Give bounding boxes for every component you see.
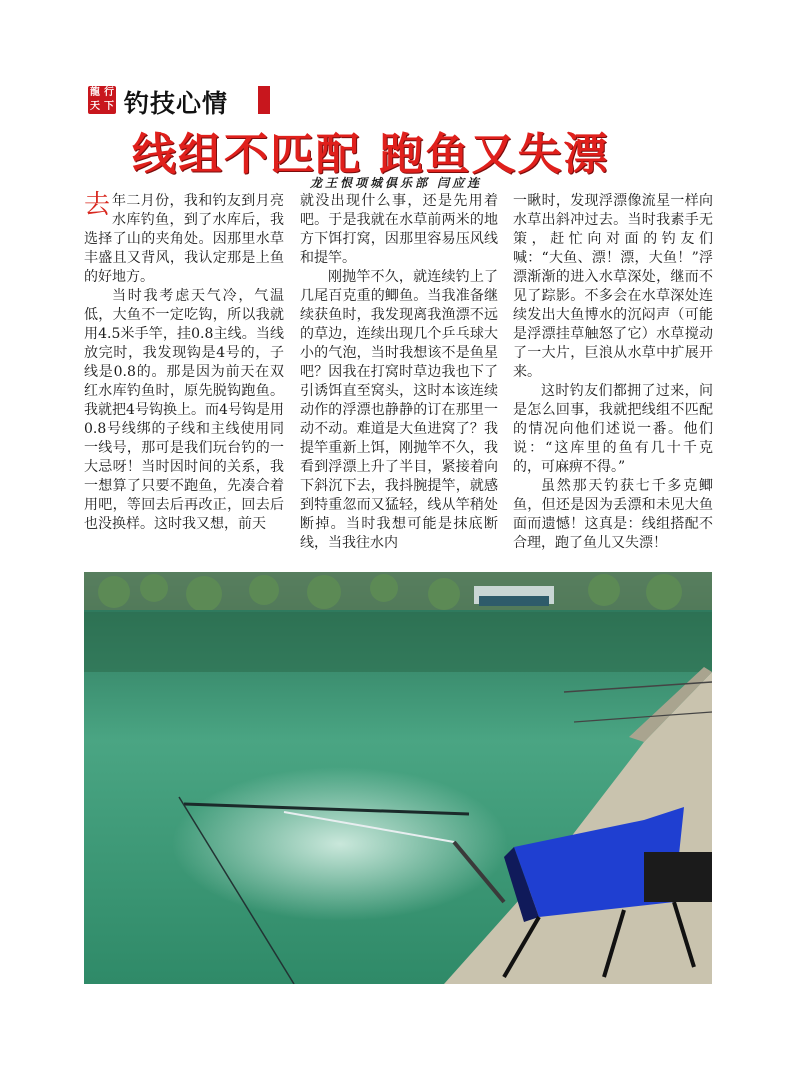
article-column-2 xyxy=(300,192,498,553)
article-column-1 xyxy=(84,192,284,534)
seal-char: 龍 xyxy=(90,87,100,98)
paragraph-text: 年二月份，我和钓友到月亮水库钓鱼，到了水库后，我选择了山的夹角处。因那里水草丰盛且又背风，我认定那是上鱼的好地方。 xyxy=(84,193,284,285)
seal-char: 下 xyxy=(104,101,114,112)
section-title: 钓技心情 xyxy=(124,89,229,118)
paragraph: 就没出现什么事，还是先用着吧。于是我就在水草前两米的地方下饵打窝，因那里容易压风线和提竿。 xyxy=(300,193,498,266)
drop-cap: 去 xyxy=(84,190,111,220)
paragraph xyxy=(84,192,284,287)
paragraph: 这时钓友们都拥了过来，问是怎么回事，我就把线组不匹配的情况向他们述说一番。他们说：“这库里的鱼有几十千克的，可麻痹不得。” xyxy=(513,383,713,475)
paragraph: 虽然那天钓获七千多克鲫鱼，但还是因为丢漂和未见大鱼面而遗憾！这真是：线组搭配不合理，跑了鱼儿又失漂！ xyxy=(513,478,713,551)
seal-char: 天 xyxy=(90,101,100,112)
paragraph: 刚抛竿不久，就连续钓上了几尾百克重的鲫鱼。当我准备继续获鱼时，我发现离我渔漂不远的草边，连续出现几个乒乓球大小的气泡，当时我想该不是鱼星吧？因我在打窝时草边我也下了引诱饵直至窝头，这时本该连续动作的浮漂也静静的订在那里一动不动。难道是大鱼进窝了？我提竿重新上饵，刚抛竿不久，我看到浮漂上升了半目，紧接着向下斜沉下去，我抖腕提竿，就感到特重忽而又猛轻，线从竿稍处断掉。当时我想可能是抹底断线，当我往水内 xyxy=(300,269,498,551)
article-byline: 龙王恨项城俱乐部 闫应连 xyxy=(310,176,483,190)
lake-scene-image xyxy=(84,572,712,984)
article-headline: 线组不匹配 跑鱼又失漂 xyxy=(132,129,610,180)
article-column-3 xyxy=(513,192,713,553)
paragraph: 当时我考虑天气冷，气温低，大鱼不一定吃钩，所以我就用4.5米手竿，挂0.8主线。当线放完时，我发现钩是4号的，子线是0.8的。那是因为前天在双红水库钓鱼时，原先脱钩跑鱼。我就把4号钩换上。而4号钩是用0.8号线绑的子线和主线使用同一线号，那可是我们玩台钓的一大忌呀！当时因时间的关系，我一想算了只要不跑鱼，先凑合着用吧，等回去后再改正，回去后也没换样。这时我又想，前天 xyxy=(84,288,284,532)
logo-seal xyxy=(88,86,116,114)
paragraph: 一瞅时，发现浮漂像流星一样向水草出斜冲过去。当时我素手无策，赶忙向对面的钓友们喊：“大鱼、漂！漂，大鱼！”浮漂渐渐的进入水草深处，继而不见了踪影。不多会在水草深处连续发出大鱼博水的沉闷声（可能是浮漂挂草触怒了它）水草搅动了一大片，巨浪从水草中扩展开来。 xyxy=(513,193,713,380)
section-marker xyxy=(258,86,270,114)
seal-char: 行 xyxy=(104,87,114,98)
fishing-photo xyxy=(84,572,712,984)
